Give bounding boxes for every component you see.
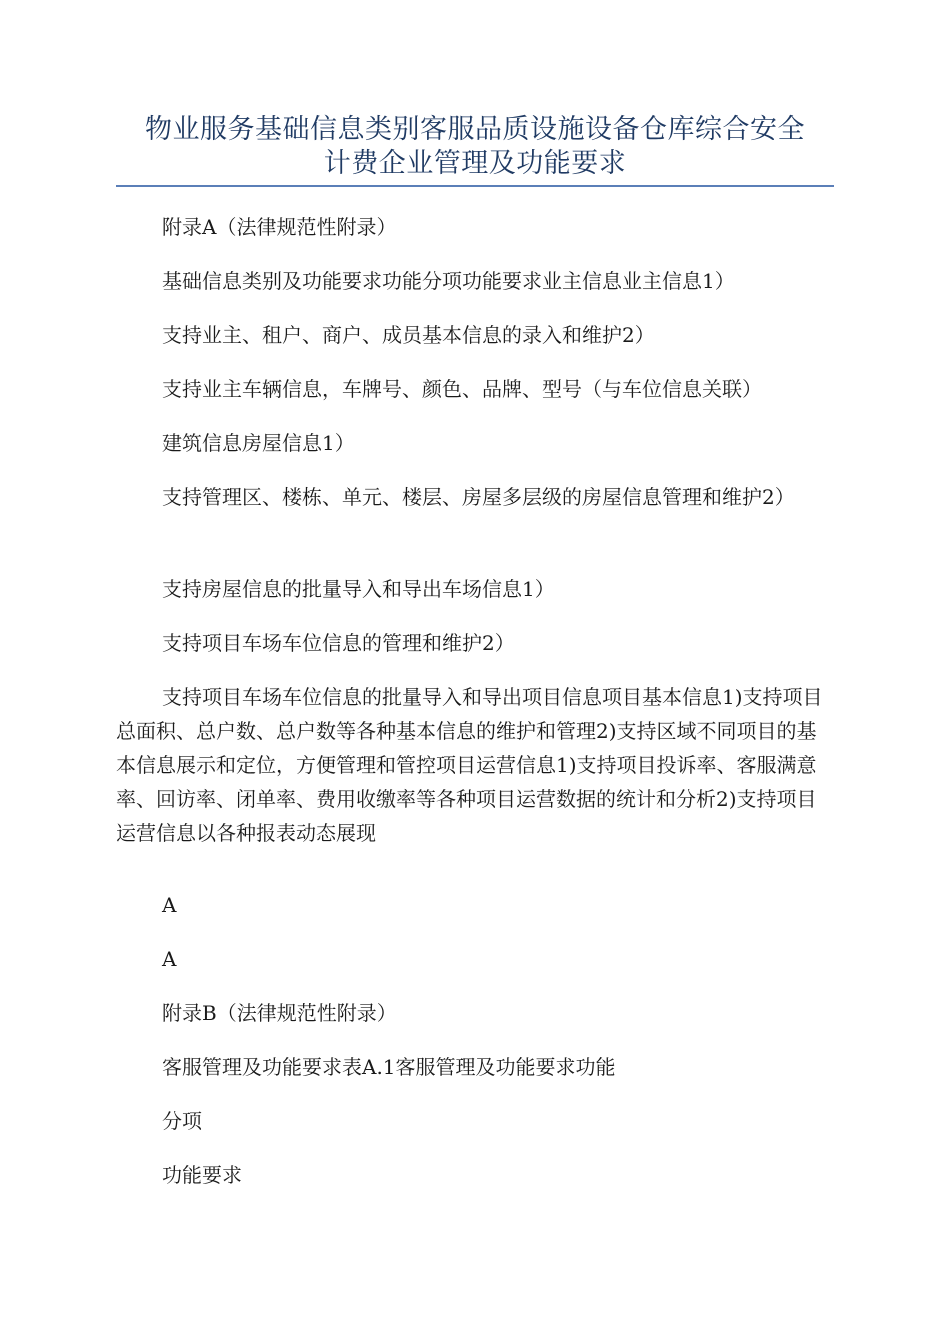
paragraph-subitem: 分项: [162, 1109, 202, 1133]
paragraph-appendix-b: 附录B（法律规范性附录）: [162, 1001, 397, 1025]
paragraph-a-1: A: [162, 893, 177, 917]
paragraph-function-requirement: 功能要求: [162, 1163, 242, 1187]
title-line-2: 计费企业管理及功能要求: [323, 148, 627, 179]
paragraph-vehicle-info: 支持业主车辆信息，车牌号、颜色、品牌、型号（与车位信息关联）: [162, 377, 762, 401]
paragraph-owner-info: 支持业主、租户、商户、成员基本信息的录入和维护2）: [162, 323, 655, 347]
paragraph-house-import: 支持房屋信息的批量导入和导出车场信息1）: [162, 577, 555, 601]
paragraph-building-info: 建筑信息房屋信息1）: [162, 431, 355, 455]
paragraph-project-info: 支持项目车场车位信息的批量导入和导出项目信息项目基本信息1)支持项目总面积、总户数、总户数等各种基本信息的维护和管理2)支持区域不同项目的基本信息展示和定位，方便管理和管控项目运营信息1)支持项目投诉率、客服满意率、回访率、闭单率、费用收缴率等各种项目运营数据的统计和分析2)支持项目运营信息以各种报表动态展现: [116, 685, 823, 845]
title-underline: [116, 185, 834, 187]
title-line-1: 物业服务基础信息类别客服品质设施设备仓库综合安全: [145, 114, 805, 145]
paragraph-house-management: 支持管理区、楼栋、单元、楼层、房屋多层级的房屋信息管理和维护2）: [162, 485, 795, 509]
document-title: [116, 113, 834, 181]
paragraph-appendix-a: 附录A（法律规范性附录）: [162, 215, 397, 239]
paragraph-parking-management: 支持项目车场车位信息的管理和维护2）: [162, 631, 515, 655]
paragraph-customer-service: 客服管理及功能要求表A.1客服管理及功能要求功能: [162, 1055, 616, 1079]
paragraph-a-2: A: [162, 947, 177, 971]
paragraph-basic-info: 基础信息类别及功能要求功能分项功能要求业主信息业主信息1）: [162, 269, 735, 293]
